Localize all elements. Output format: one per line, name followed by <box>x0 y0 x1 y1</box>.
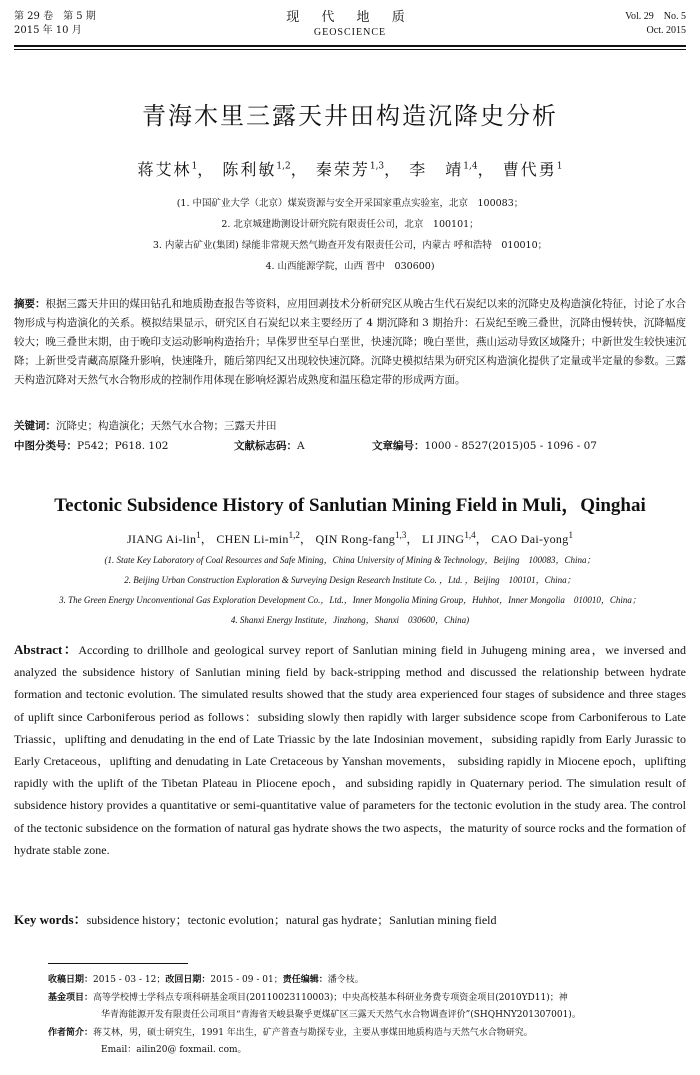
author-affiliation-mark: 1,2 <box>288 530 300 540</box>
abstract-en <box>14 639 686 861</box>
abstract-text-en: According to drillhole and geological survey report of Sanlutian mining field in Juhugeng mining area，we inversed and analyzed the subsidence history of Sanlutian mining field by back-stripping method and discussed the relationship between hydrate formation and tectonic evolution. The simulated results showed that the study area experienced four stages of subsidence and three stages of uplift since Carboniferous period as follows：subsiding slowly then rapidly with larger subsidence scope from Carboniferous to Late Triassic，uplifting and denudating in the end of Late Triassic by the late Indosinian movement，subsiding rapidly from Early Jurassic to Early Cretaceous，uplifting and denudating in Late Cretaceous by Yanshan movements， subsiding rapidly in Miocene epoch，uplifting rapidly with the uplift of the Tibetan Plateau in Pliocene epoch，and subsiding rapidly in Quaternary period. The simulation result of subsidence history provides a quantitative or semi-quantitative value of parameters for the tectonic evolution in the study area. The control of the tectonic subsidence on the formation of natural gas hydrate shows the two aspects，the maturity of source rocks and the formation of hydrate stable zone. <box>14 643 686 857</box>
clc-number <box>14 438 168 453</box>
author-email: Email：ailin20@ foxmail. com。 <box>101 1045 247 1055</box>
volume-issue-cn: 第 29 卷 第 5 期 <box>14 11 96 22</box>
received-label: 收稿日期： <box>48 975 94 985</box>
running-header <box>14 10 686 44</box>
author-name: 曹代勇 <box>502 160 557 179</box>
affiliation-line: (1. 中国矿业大学（北京）煤炭资源与安全开采国家重点实验室，北京 100083； <box>176 198 524 209</box>
article-number-label: 文章编号： <box>372 440 425 452</box>
header-center <box>14 10 686 40</box>
clc-label: 中图分类号： <box>14 440 77 452</box>
fund-label: 基金项目： <box>48 992 94 1003</box>
affiliation-line: 3. 内蒙古矿业(集团) 绿能非常规天然气勘查开发有限责任公司，内蒙古 呼和浩特 010010； <box>152 240 548 251</box>
keywords-en <box>14 909 497 928</box>
footnote-rule <box>48 963 188 964</box>
document-code-value: A <box>297 440 305 452</box>
paper-title-en: Tectonic Subsidence History of Sanlutian Mining Field in Muli，Qinghai <box>54 495 646 516</box>
received-date: 2015 - 03 - 12； <box>93 975 166 985</box>
date-cn: 2015 年 10 月 <box>14 25 82 36</box>
clc-value: P542；P618. 102 <box>77 440 169 452</box>
keywords-text-cn: 沉降史；构造演化；天然气水合物；三露天井田 <box>56 420 277 432</box>
abstract-cn <box>14 295 686 390</box>
affiliation-line: (1. State Key Laboratory of Coal Resources and Safe Mining，China University of Mining & Technology，Beijing 100083，China； <box>104 555 596 565</box>
affiliations-cn <box>0 193 700 277</box>
author-name: 蒋艾林 <box>137 160 192 179</box>
footnote-fund <box>48 990 688 1008</box>
fund-text-line1: 高等学校博士学科点专项科研基金项目(20110023110003)；中央高校基本科研业务费专项资金项目(2010YD11)；神 <box>93 992 568 1003</box>
abstract-label-en: Abstract： <box>14 642 79 657</box>
affiliation-line: 4. 山西能源学院，山西 晋中 030600) <box>265 261 435 272</box>
paper-title-cn: 青海木里三露天井田构造沉降史分析 <box>142 102 558 130</box>
affiliation-line: 3. The Green Energy Unconventional Gas Exploration Development Co.，Ltd.，Inner Mongolia Mining Group，Huhhot，Inner Mongolia 010010，China； <box>59 595 641 605</box>
footnote-author <box>48 1025 688 1043</box>
editor-name: 潘令枝。 <box>327 975 364 985</box>
author-name: 李 靖 <box>409 160 464 179</box>
author-affiliation-mark: 1,3 <box>395 530 407 540</box>
footnotes <box>48 972 688 1060</box>
author-list-cn: 蒋艾林$^1$， 陈利敏$^{1,2}$， 秦荣芳$^{1,3}$， 李 靖$^{1,4}$， 曹代勇$^1$ <box>137 160 563 179</box>
document-code-label: 文献标志码： <box>234 440 297 452</box>
affiliation-line: 2. 北京城建勘测设计研究院有限责任公司，北京 100101； <box>221 219 479 230</box>
abstract-label-cn: 摘要： <box>14 298 46 310</box>
journal-name-cn: 现 代 地 质 <box>286 10 414 25</box>
author-intro-line1: 蒋艾林，男，硕士研究生，1991 年出生，矿产普查与勘探专业，主要从事煤田地质构造与天然气水合物研究。 <box>93 1027 533 1038</box>
article-number-value: 1000 - 8527(2015)05 - 1096 - 07 <box>424 440 597 452</box>
author-affiliation-mark: 1 <box>191 161 198 172</box>
affiliations-en <box>0 550 700 630</box>
header-rule-thick <box>14 45 686 47</box>
author-affiliation-mark: 1,3 <box>369 161 385 172</box>
header-rule-thin <box>14 49 686 50</box>
document-code <box>234 438 305 453</box>
author-name: 陈利敏 <box>222 160 277 179</box>
author-name: CHEN Li-min <box>216 532 289 546</box>
revised-label: 改回日期： <box>165 975 211 985</box>
author-affiliation-mark: 1 <box>568 530 574 540</box>
author-list-en: JIANG Ai-lin$^1$， CHEN $Li-\min^{1,2}$， QIN Rong-fang$^{1,3}$， LI JING$^{1,4}$， CAO Dai-yong$^1$ <box>126 530 574 546</box>
header-right <box>625 10 686 38</box>
author-name: JIANG Ai-lin <box>126 532 197 546</box>
author-affiliation-mark: 1,4 <box>463 161 478 172</box>
date-en: Oct. 2015 <box>646 25 686 36</box>
volume-issue-en: Vol. 29 No. 5 <box>625 11 686 22</box>
keywords-label-cn: 关键词： <box>14 420 56 432</box>
journal-name-en: GEOSCIENCE <box>313 27 387 38</box>
author-affiliation-mark: 1 <box>556 161 563 172</box>
keywords-text-en: subsidence history；tectonic evolution；natural gas hydrate；Sanlutian mining field <box>86 913 497 927</box>
author-affiliation-mark: 1 <box>196 530 201 540</box>
author-name: LI JING <box>421 532 465 546</box>
author-affiliation-mark: 1,2 <box>276 161 291 172</box>
author-name: QIN Rong-fang <box>315 532 396 546</box>
author-name: CAO Dai-yong <box>491 532 569 546</box>
abstract-text-cn: 根据三露天井田的煤田钻孔和地质勘查报告等资料，应用回剥技术分析研究区从晚古生代石炭纪以来的沉降史及构造演化特征，讨论了水合物形成与构造演化的关系。模拟结果显示，研究区自石炭纪以来主要经历了 4 期沉降和 3 期抬升：石炭纪至晚三叠世，沉降由慢转快，沉降幅度较大；晚三叠世末期，由于晚印支运动影响构造抬升；早侏罗世至早白垩世，快速沉降；晚白垩世，燕山运动导致区域隆升；中新世发生较快速沉降；上新世受青藏高原隆升影响，快速隆升，随后第四纪又出现较快速沉降。沉降史模拟结果为研究区构造演化提供了定量或半定量的参数。三露天构造沉降对天然气水合物形成的控制作用体现在影响烃源岩成熟度和温压稳定带的形成两方面。 <box>14 298 686 386</box>
affiliation-line: 2. Beijing Urban Construction Exploration & Surveying Design Research Institute Co. ，Ltd. ，Beijing 100101，China； <box>124 575 576 585</box>
keywords-label-en: Key words： <box>14 912 87 927</box>
editor-label: 责任编辑： <box>282 975 328 985</box>
fund-text-line2: 华青海能源开发有限责任公司项目“青海省天峻县聚乎更煤矿区三露天天然气水合物调查评价”(SHQHNY201307001)。 <box>101 1010 581 1020</box>
author-name: 秦荣芳 <box>315 160 370 179</box>
revised-date: 2015 - 09 - 01； <box>210 975 283 985</box>
article-number <box>372 438 597 453</box>
affiliation-line: 4. Shanxi Energy Institute，Jinzhong，Shanxi 030600，China) <box>230 615 470 625</box>
author-intro-label: 作者简介： <box>48 1027 94 1038</box>
author-affiliation-mark: 1,4 <box>464 530 476 540</box>
footnote-dates <box>48 972 688 990</box>
keywords-cn <box>14 418 277 433</box>
